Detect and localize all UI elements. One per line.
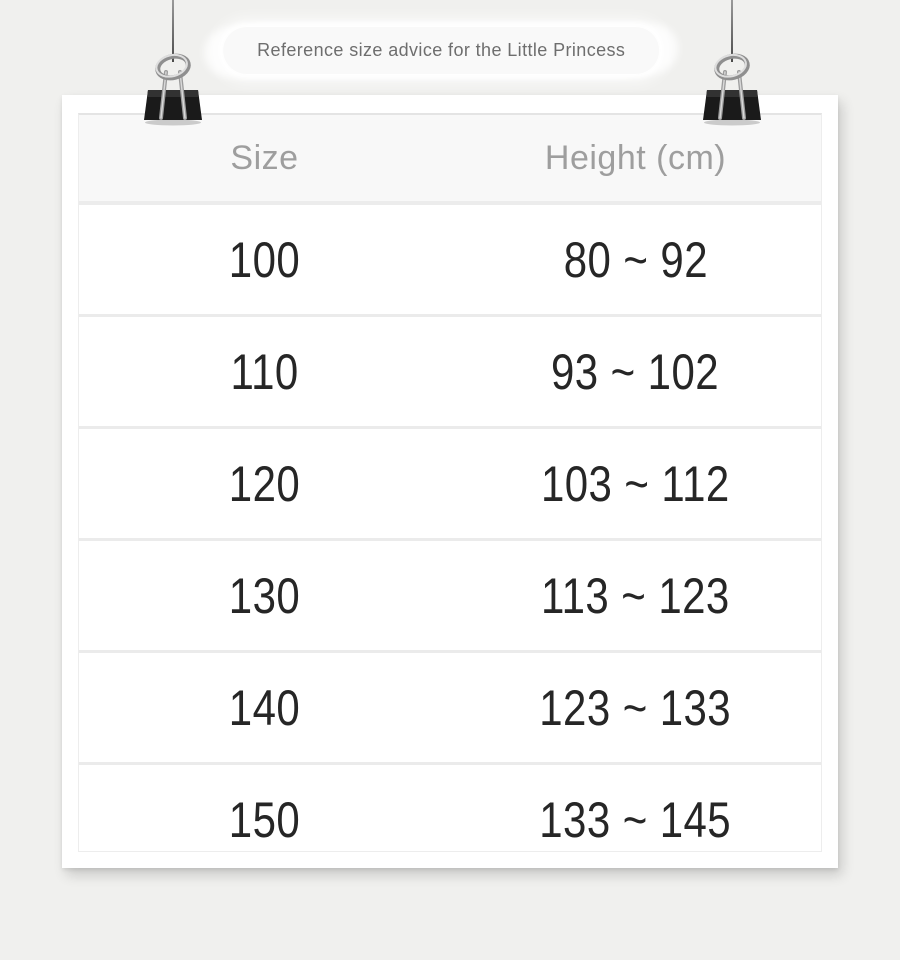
table-row <box>79 317 821 429</box>
table-row <box>79 205 821 317</box>
title-highlight-cloud <box>222 26 660 75</box>
table-row <box>79 653 821 765</box>
height-range-cell: 93 ~ 102 <box>551 343 720 400</box>
size-cell: 100 <box>228 231 301 288</box>
binder-clip-icon <box>141 52 205 126</box>
paper-sheet <box>62 95 838 868</box>
column-header-size: Size <box>230 138 299 177</box>
size-cell: 150 <box>228 791 301 848</box>
column-header-height: Height (cm) <box>544 138 727 177</box>
height-range-cell: 103 ~ 112 <box>541 455 730 512</box>
table-row <box>79 765 821 852</box>
size-table <box>78 113 822 852</box>
size-cell: 120 <box>228 455 301 512</box>
table-row <box>79 541 821 653</box>
height-range-cell: 113 ~ 123 <box>541 567 730 624</box>
table-header-row <box>79 115 821 205</box>
size-cell: 140 <box>228 679 301 736</box>
binder-clip-icon <box>700 52 764 126</box>
height-range-cell: 123 ~ 133 <box>539 679 732 736</box>
page-title: Reference size advice for the Little Princess <box>257 40 626 60</box>
size-cell: 130 <box>228 567 301 624</box>
table-row <box>79 429 821 541</box>
size-cell: 110 <box>230 343 299 400</box>
height-range-cell: 133 ~ 145 <box>539 791 732 848</box>
height-range-cell: 80 ~ 92 <box>563 231 708 288</box>
